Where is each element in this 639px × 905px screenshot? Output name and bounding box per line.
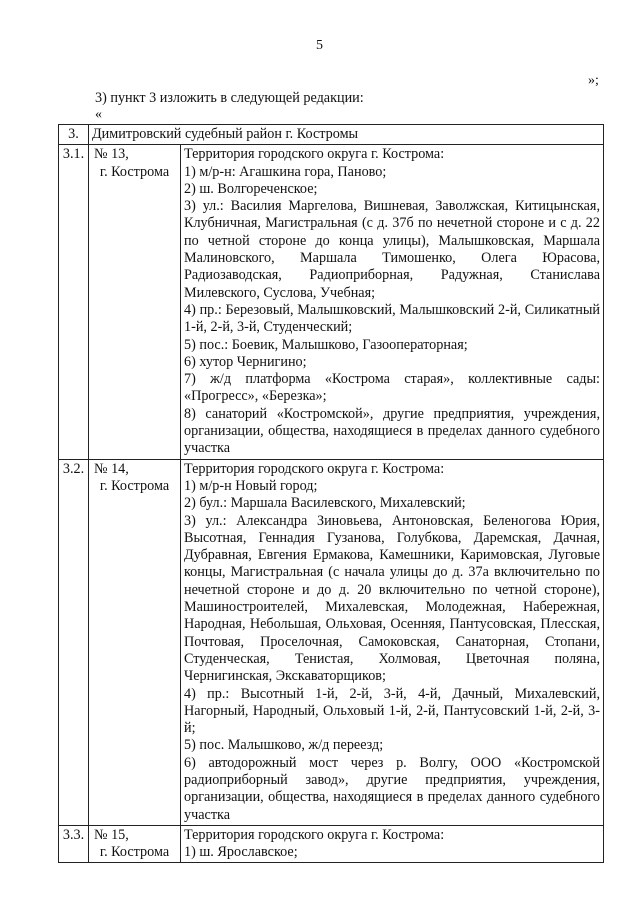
section-number: 3.	[59, 125, 89, 145]
territory-item: 8) санаторий «Костромской», другие предприятия, учреждения, организации, общества, находящиеся в пределах данного судебного участка	[184, 405, 600, 457]
court-number: № 13,	[94, 146, 129, 163]
territory-item: 6) хутор Чернигино;	[184, 353, 307, 370]
territory-item: 3) ул.: Василия Маргелова, Вишневая, Заволжская, Китицынская, Клубничная, Магистральная (с д. 37б по нечетной стороне и с д. 22 по четной стороне до конца улицы), Малышковская, Маршала Малиновского, Маршала Тимошенко, Олега Юрасова, Радиозаводская, Радиоприборная, Радужная, Станислава Милевского, Суслова, Учебная;	[184, 198, 600, 301]
court-districts-table	[58, 124, 604, 863]
court-cell	[89, 145, 181, 459]
court-city: г. Кострома	[99, 163, 170, 180]
court-cell	[89, 459, 181, 825]
row-number: 3.2.	[59, 459, 89, 825]
row-number: 3.1.	[59, 145, 89, 459]
territory-item: 2) ш. Волгореченское;	[184, 180, 318, 197]
territory-item: 2) бул.: Маршала Василевского, Михалевский;	[184, 495, 466, 512]
territory-item: 5) пос. Малышково, ж/д переезд;	[184, 737, 384, 754]
territory-heading: Территория городского округа г. Кострома:	[184, 826, 445, 843]
table-row	[59, 145, 604, 459]
court-cell	[89, 825, 181, 863]
territory-item: 1) м/р-н: Агашкина гора, Паново;	[184, 163, 387, 180]
territory-cell	[181, 145, 604, 459]
section-header-row	[59, 125, 604, 145]
page-number: 5	[316, 38, 323, 53]
court-number: № 15,	[94, 826, 129, 843]
court-number: № 14,	[94, 460, 129, 477]
table-row	[59, 825, 604, 863]
intro-text: 3) пункт 3 изложить в следующей редакции:	[95, 90, 364, 106]
territory-heading: Территория городского округа г. Кострома:	[184, 460, 445, 477]
territory-cell	[181, 825, 604, 863]
territory-item: 3) ул.: Александра Зиновьева, Антоновская, Беленогова Юрия, Высотная, Геннадия Гузанова, Голубкова, Даремская, Дачная, Дубравная, Евгения Ермакова, Камешники, Каримовская, Луговые концы, Магистральная (с начала улицы до д. 37а включительно по нечетной стороне и до д. 20 включительно по четной стороне), Машиностроителей, Михалевская, Молодежная, Набережная, Народная, Небольшая, Ольховая, Осенняя, Пантусовская, Плесская, Почтовая, Проселочная, Самоковская, Санаторная, Стопани, Студенческая, Тенистая, Холмовая, Цветочная поляна, Чернигинская, Экскаваторщиков;	[184, 512, 600, 685]
territory-item: 5) пос.: Боевик, Малышково, Газооператорная;	[184, 336, 468, 353]
territory-item: 4) пр.: Березовый, Малышковский, Малышковский 2-й, Силикатный 1-й, 2-й, 3-й, Студенческий;	[184, 301, 600, 336]
territory-heading: Территория городского округа г. Кострома:	[184, 146, 445, 163]
row-number: 3.3.	[59, 825, 89, 863]
territory-item: 4) пр.: Высотный 1-й, 2-й, 3-й, 4-й, Дачный, Михалевский, Нагорный, Народный, Ольховый 1-й, 2-й, Пантусовский 1-й, 2-й, 3-й;	[184, 685, 600, 737]
territory-item: 7) ж/д платформа «Кострома старая», коллективные сады: «Прогресс», «Березка»;	[184, 371, 600, 405]
closing-quote: »;	[588, 73, 599, 88]
section-title: Димитровский судебный район г. Костромы	[89, 125, 604, 145]
territory-item: 1) ш. Ярославское;	[184, 844, 298, 861]
court-city: г. Кострома	[99, 844, 170, 861]
territory-item: 6) автодорожный мост через р. Волгу, ООО «Костромской радиоприборный завод», другие предприятия, учреждения, организации, общества, находящиеся в пределах данного судебного участка	[184, 754, 600, 823]
territory-item: 1) м/р-н Новый город;	[184, 477, 318, 494]
opening-quote: «	[95, 107, 102, 122]
court-city: г. Кострома	[99, 477, 170, 494]
territory-cell	[181, 459, 604, 825]
table-row	[59, 459, 604, 825]
